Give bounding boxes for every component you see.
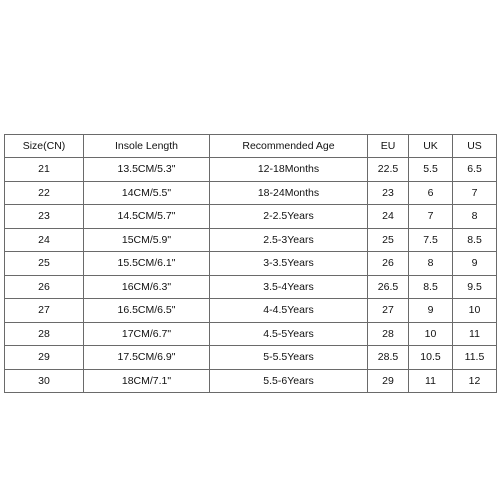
cell-us: 12: [453, 369, 497, 393]
cell-uk: 8: [409, 252, 453, 276]
cell-eu: 22.5: [368, 158, 409, 182]
cell-recommended-age: 4-4.5Years: [210, 299, 368, 323]
cell-uk: 10.5: [409, 346, 453, 370]
cell-insole-length: 17CM/6.7": [84, 322, 210, 346]
cell-recommended-age: 5.5-6Years: [210, 369, 368, 393]
cell-eu: 29: [368, 369, 409, 393]
cell-uk: 6: [409, 181, 453, 205]
cell-eu: 25: [368, 228, 409, 252]
header-eu: EU: [368, 135, 409, 158]
header-insole-length: Insole Length: [84, 135, 210, 158]
cell-recommended-age: 12-18Months: [210, 158, 368, 182]
cell-eu: 27: [368, 299, 409, 323]
cell-insole-length: 14.5CM/5.7": [84, 205, 210, 229]
cell-uk: 10: [409, 322, 453, 346]
table-row: [5, 369, 497, 393]
cell-insole-length: 16CM/6.3": [84, 275, 210, 299]
cell-insole-length: 15CM/5.9": [84, 228, 210, 252]
cell-recommended-age: 18-24Months: [210, 181, 368, 205]
table-row: [5, 275, 497, 299]
cell-insole-length: 17.5CM/6.9": [84, 346, 210, 370]
table-row: [5, 299, 497, 323]
cell-uk: 5.5: [409, 158, 453, 182]
cell-eu: 28.5: [368, 346, 409, 370]
header-size-cn: Size(CN): [5, 135, 84, 158]
cell-eu: 24: [368, 205, 409, 229]
header-us: US: [453, 135, 497, 158]
table-row: [5, 346, 497, 370]
cell-uk: 11: [409, 369, 453, 393]
cell-insole-length: 18CM/7.1": [84, 369, 210, 393]
cell-us: 9.5: [453, 275, 497, 299]
cell-size-cn: 28: [5, 322, 84, 346]
header-uk: UK: [409, 135, 453, 158]
header-row: [5, 135, 497, 158]
cell-insole-length: 16.5CM/6.5": [84, 299, 210, 323]
cell-insole-length: 14CM/5.5": [84, 181, 210, 205]
cell-uk: 8.5: [409, 275, 453, 299]
cell-size-cn: 26: [5, 275, 84, 299]
cell-recommended-age: 5-5.5Years: [210, 346, 368, 370]
cell-size-cn: 22: [5, 181, 84, 205]
cell-recommended-age: 3.5-4Years: [210, 275, 368, 299]
cell-size-cn: 21: [5, 158, 84, 182]
cell-us: 8.5: [453, 228, 497, 252]
cell-us: 11: [453, 322, 497, 346]
size-chart-table: [4, 134, 497, 393]
table-row: [5, 158, 497, 182]
table-row: [5, 205, 497, 229]
cell-us: 9: [453, 252, 497, 276]
cell-us: 7: [453, 181, 497, 205]
cell-uk: 7: [409, 205, 453, 229]
cell-size-cn: 29: [5, 346, 84, 370]
cell-eu: 28: [368, 322, 409, 346]
cell-us: 11.5: [453, 346, 497, 370]
cell-eu: 26.5: [368, 275, 409, 299]
cell-size-cn: 30: [5, 369, 84, 393]
cell-size-cn: 27: [5, 299, 84, 323]
cell-size-cn: 24: [5, 228, 84, 252]
table-row: [5, 228, 497, 252]
cell-size-cn: 25: [5, 252, 84, 276]
table-body: [5, 158, 497, 393]
cell-uk: 7.5: [409, 228, 453, 252]
cell-recommended-age: 2-2.5Years: [210, 205, 368, 229]
table-row: [5, 252, 497, 276]
cell-us: 8: [453, 205, 497, 229]
cell-eu: 23: [368, 181, 409, 205]
cell-recommended-age: 2.5-3Years: [210, 228, 368, 252]
cell-uk: 9: [409, 299, 453, 323]
cell-size-cn: 23: [5, 205, 84, 229]
cell-recommended-age: 4.5-5Years: [210, 322, 368, 346]
header-recommended-age: Recommended Age: [210, 135, 368, 158]
cell-us: 10: [453, 299, 497, 323]
cell-eu: 26: [368, 252, 409, 276]
cell-us: 6.5: [453, 158, 497, 182]
cell-recommended-age: 3-3.5Years: [210, 252, 368, 276]
table-row: [5, 181, 497, 205]
cell-insole-length: 15.5CM/6.1": [84, 252, 210, 276]
cell-insole-length: 13.5CM/5.3": [84, 158, 210, 182]
table-row: [5, 322, 497, 346]
